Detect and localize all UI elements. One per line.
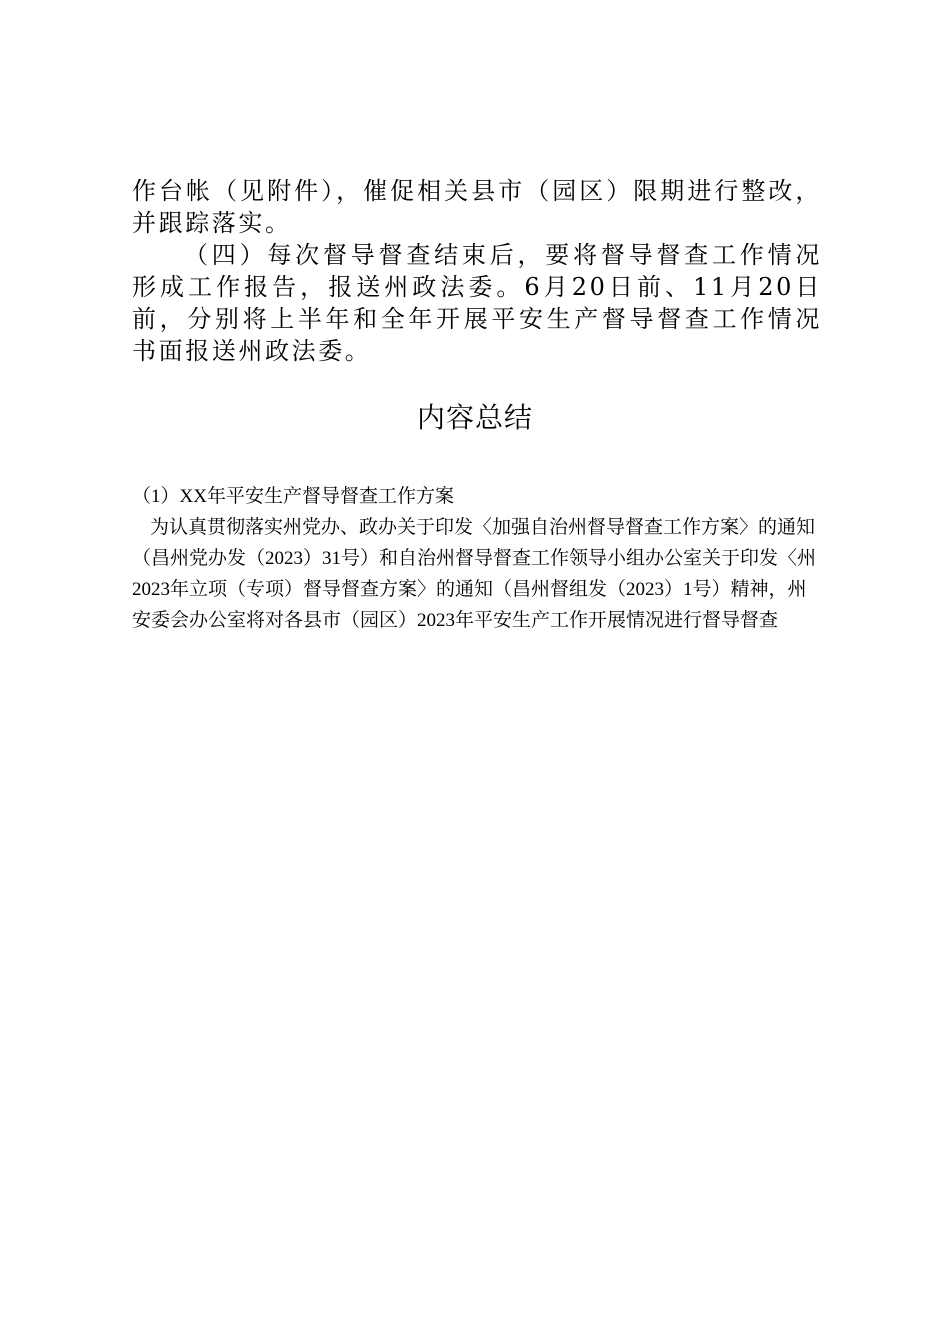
body-text bbox=[132, 175, 822, 367]
summary-item-title: （1）XX年平安生产督导督查工作方案 bbox=[132, 486, 454, 507]
paragraph-continuation: 作台帐（见附件），催促相关县市（园区）限期进行整改，并跟踪落实。 bbox=[132, 177, 822, 237]
summary-item-body: 为认真贯彻落实州党办、政办关于印发〈加强自治州督导督查工作方案〉的通知（昌州党办发（2023）31号）和自治州督导督查工作领导小组办公室关于印发〈州2023年立项（专项）督导督查方案〉的通知（昌州督组发（2023）1号）精神，州安委会办公室将对各县市（园区）2023年平安生产工作开展情况进行督导督查 bbox=[132, 517, 817, 631]
summary-content bbox=[132, 481, 822, 636]
paragraph-section-four: （四）每次督导督查结束后，要将督导督查工作情况形成工作报告，报送州政法委。6月20日前、11月20日前，分别将上半年和全年开展平安生产督导督查工作情况书面报送州政法委。 bbox=[132, 241, 822, 365]
summary-heading: 内容总结 bbox=[416, 401, 533, 434]
